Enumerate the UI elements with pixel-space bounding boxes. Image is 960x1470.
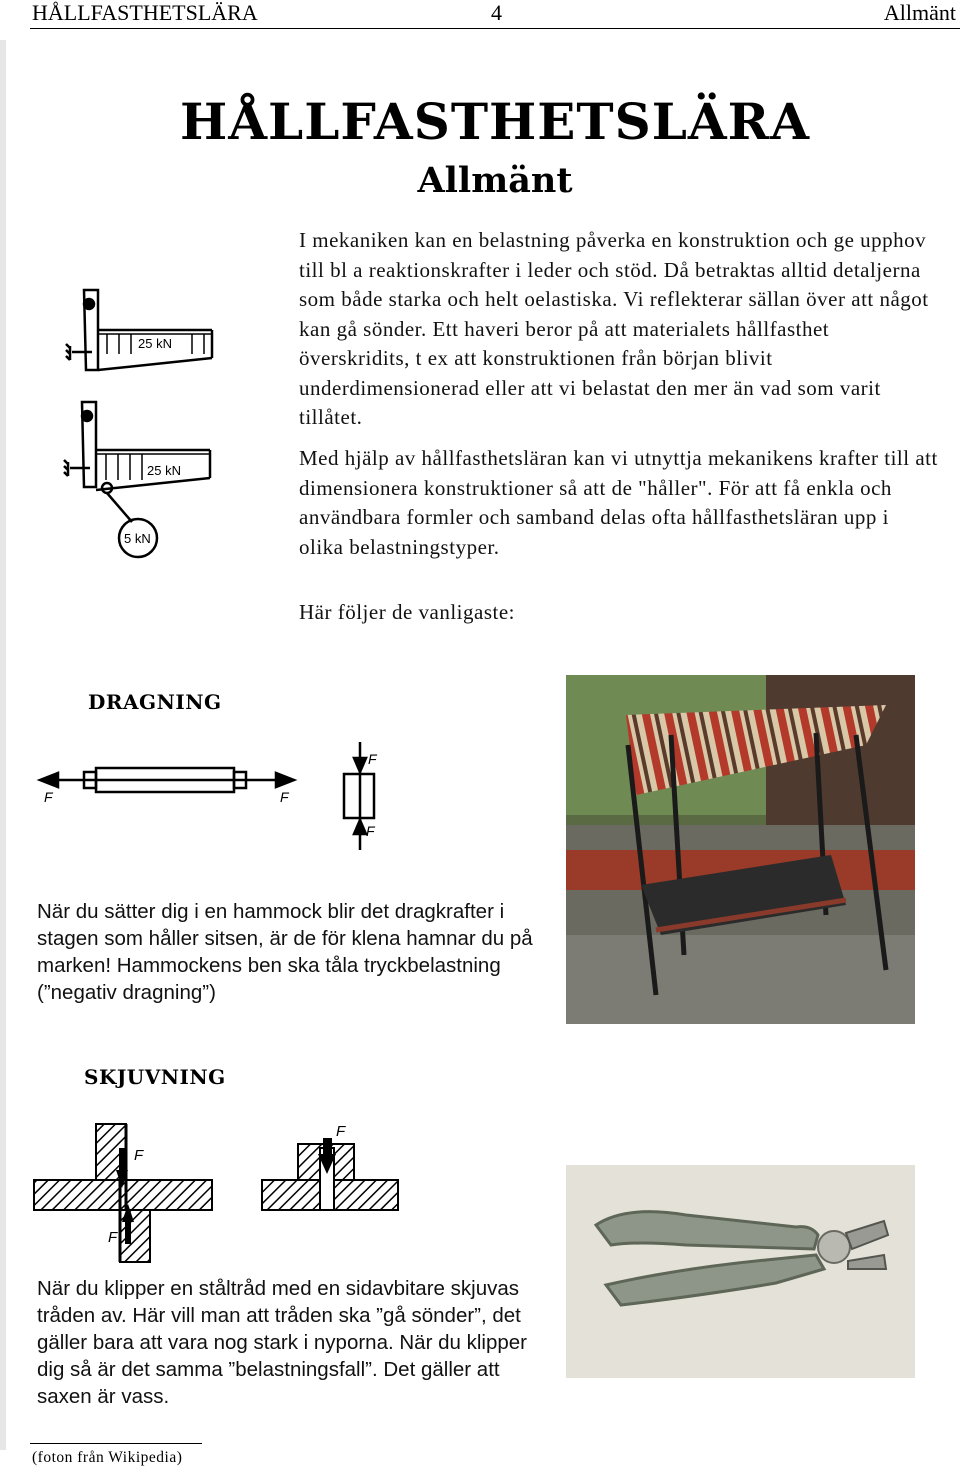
beam-load-diagram (62, 282, 232, 562)
page-title: HÅLLFASTHETSLÄRA (180, 92, 810, 151)
shear-force-label-top: F (134, 1147, 144, 1164)
skjuvning-text: När du klipper en ståltråd med en sidavbitare skjuvas tråden av. Här vill man att tråden ska ”gå sönder”, det gäller bara att vara nog stark i nyporna. När du klipper dig så är det samma ”belastningsfall”. Det gäller att saxen är vass. (37, 1277, 527, 1408)
shear-force-label-right: F (336, 1123, 346, 1140)
force-label-right: F (280, 789, 289, 805)
shear-diagram (30, 1118, 410, 1278)
pliers-photo (566, 1165, 915, 1378)
load-label-1: 25 kN (138, 336, 172, 351)
force-label-bottom: F (366, 823, 375, 839)
load-label-2: 25 kN (147, 463, 181, 478)
footnote-rule (30, 1443, 202, 1444)
shear-force-label-bottom: F (108, 1229, 118, 1246)
page-subtitle: Allmänt (417, 160, 573, 201)
reaction-label: 5 kN (124, 531, 151, 546)
intro-paragraph-2: Med hjälp av hållfasthetsläran kan vi utnyttja mekanikens krafter till att dimensionera konstruktioner så att de "håller". För att få enkla och användbara formler och samband delas ofta hållfasthetsläran upp i olika belastningstyper. (299, 446, 938, 559)
section-heading-skjuvning: SKJUVNING (84, 1065, 226, 1089)
dragning-text: När du sätter dig i en hammock blir det dragkrafter i stagen som håller sitsen, är de för klena hamnar du på marken! Hammockens ben ska tåla tryckbelastning (”negativ dragning”) (37, 900, 533, 1004)
intro-paragraph: I mekaniken kan en belastning påverka en konstruktion och ge upphov till bl a reaktionskrafter i leder och stöd. Då betraktas alltid detaljerna som både starka och helt oelastiska. Vi reflekterar sällan över att något kan gå sönder. Ett haveri beror på att materialets hållfasthet överskridits, t ex att konstruktionen från början blivit underdimensionerad eller att vi belastat den mer än vad som varit tillåtet. (299, 228, 929, 429)
hammock-photo (566, 675, 915, 1024)
header-title: HÅLLFASTHETSLÄRA (32, 0, 258, 25)
page-margin-bar (0, 40, 6, 1450)
force-label-top: F (368, 751, 377, 767)
force-label-left: F (44, 789, 53, 805)
header-rule (30, 28, 960, 29)
intro-paragraph-3: Här följer de vanligaste: (299, 600, 515, 624)
footnote: (foton från Wikipedia) (32, 1449, 183, 1466)
header-section: Allmänt (883, 0, 956, 25)
section-heading-dragning: DRAGNING (88, 690, 222, 714)
header-page-number: 4 (491, 0, 502, 25)
tension-diagram (36, 738, 386, 858)
